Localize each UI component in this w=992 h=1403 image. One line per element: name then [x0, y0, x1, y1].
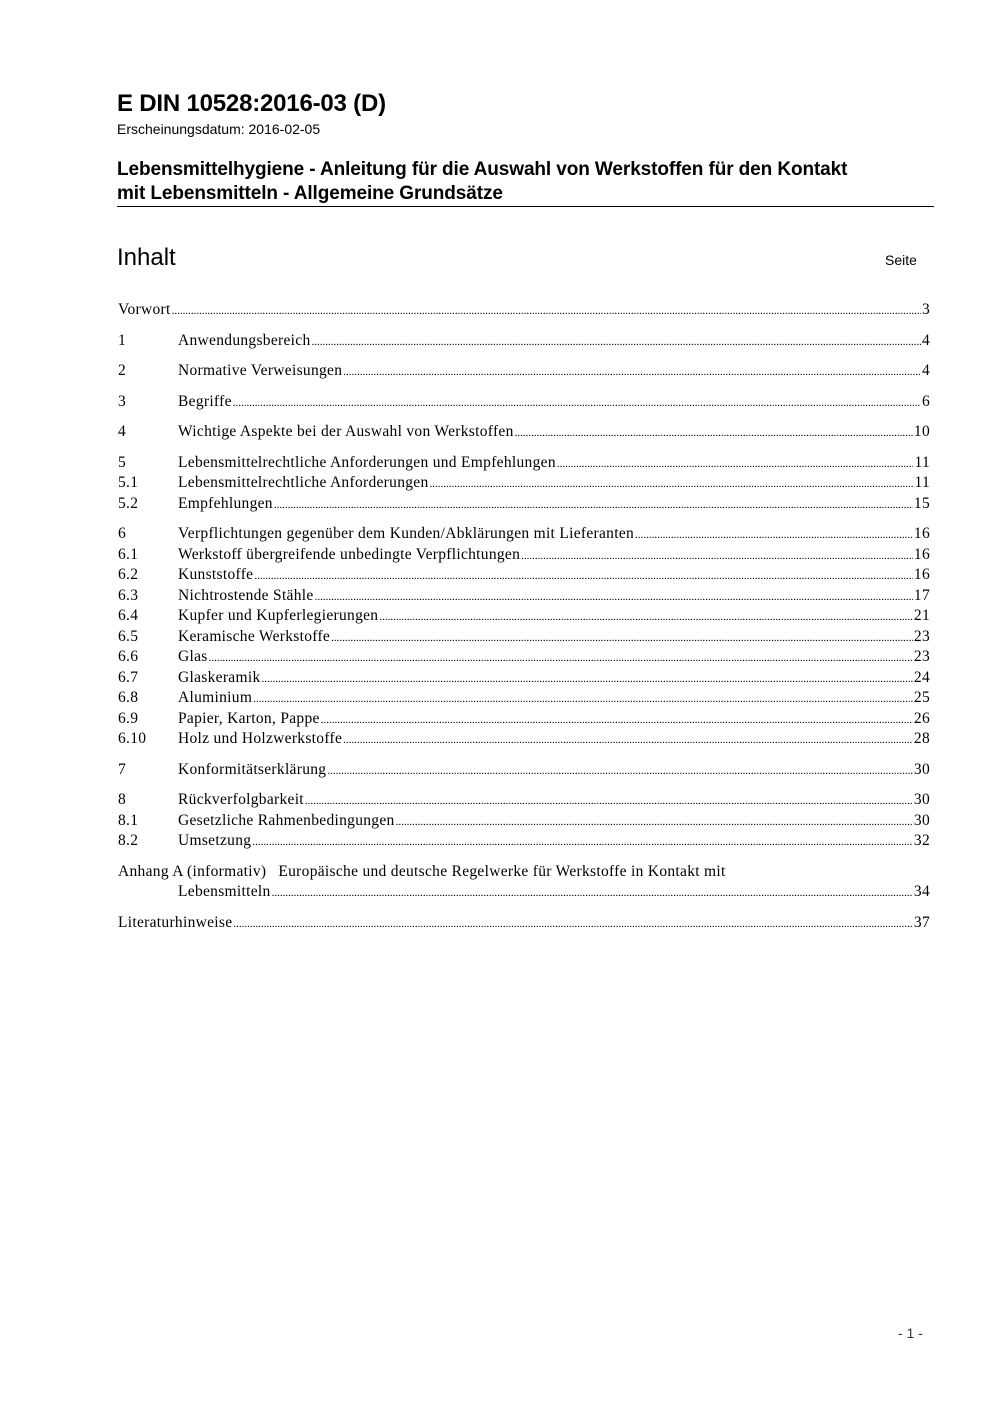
- toc-entry[interactable]: [118, 668, 930, 689]
- toc-entry-number: 2: [118, 362, 127, 379]
- toc-entry-label: Empfehlungen: [178, 494, 273, 512]
- toc-entry[interactable]: [118, 331, 930, 352]
- toc-entry-page: 4: [921, 331, 930, 349]
- toc-leader-dots: [254, 566, 913, 587]
- toc-leader-dots: [272, 883, 913, 904]
- toc-entry-number: 6.9: [118, 709, 139, 727]
- toc-leader-dots: [253, 689, 913, 710]
- toc-entry[interactable]: [118, 647, 930, 668]
- toc-entry-number: 6.4: [118, 607, 139, 624]
- toc-entry-label: Papier, Karton, Pappe: [178, 709, 320, 727]
- toc-entry-label: Lebensmittelrechtliche Anforderungen: [178, 474, 429, 491]
- toc-entry-label: Anwendungsbereich: [178, 331, 311, 349]
- toc-leader-dots: [321, 710, 913, 731]
- toc-leader-dots: [331, 628, 913, 649]
- toc-leader-dots: [521, 546, 913, 567]
- toc-entry-number: 5.1: [118, 474, 139, 491]
- toc-entry[interactable]: [118, 545, 930, 566]
- toc-entry[interactable]: [118, 565, 930, 586]
- toc-entry-label: Keramische Werkstoffe: [178, 627, 331, 645]
- toc-leader-dots: [233, 914, 912, 935]
- toc-leader-dots: [396, 812, 913, 833]
- toc-leader-dots: [635, 525, 913, 546]
- toc-entry-number: 8.1: [118, 811, 139, 829]
- toc-entry-number: 6.5: [118, 627, 139, 645]
- toc-page-column-label: Seite: [885, 252, 917, 268]
- toc-entry-page: 32: [913, 832, 930, 849]
- toc-entry-page: 6: [921, 392, 930, 410]
- toc-leader-dots: [209, 648, 913, 669]
- toc-entry-page: 25: [913, 689, 930, 706]
- toc-entry-vorwort[interactable]: [118, 300, 930, 321]
- toc-entry[interactable]: [118, 688, 930, 709]
- toc-leader-dots: [315, 587, 913, 608]
- toc-entry[interactable]: [118, 606, 930, 627]
- toc-entry[interactable]: [118, 811, 930, 832]
- toc-leader-dots: [312, 332, 921, 353]
- toc-entry[interactable]: [118, 422, 930, 443]
- toc-entry-label: Holz und Holzwerkstoffe: [178, 730, 343, 747]
- toc-leader-dots: [274, 495, 913, 516]
- toc-entry-label: Konformitätserklärung: [178, 760, 327, 778]
- toc-entry-page: 30: [913, 811, 930, 829]
- toc-entry-page: 16: [913, 545, 930, 563]
- toc-entry-label: Literaturhinweise: [118, 913, 233, 931]
- toc-entry-label: Lebensmittelrechtliche Anforderungen und Empfehlungen: [178, 453, 556, 471]
- toc-entry-bibliography[interactable]: [118, 913, 930, 934]
- toc-entry-page: 3: [921, 301, 930, 318]
- toc-entry-label: Umsetzung: [178, 832, 252, 849]
- toc-entry[interactable]: [118, 361, 930, 382]
- toc-entry-annex-a[interactable]: [118, 862, 930, 883]
- page-number: - 1 -: [898, 1325, 923, 1341]
- document-title-line-2: mit Lebensmitteln - Allgemeine Grundsätze: [117, 183, 503, 204]
- toc-entry-number: 5: [118, 453, 127, 471]
- publication-date: Erscheinungsdatum: 2016-02-05: [117, 121, 321, 137]
- toc-entry-page: 23: [913, 627, 930, 645]
- toc-entry[interactable]: [118, 760, 930, 781]
- table-of-contents: [118, 300, 930, 933]
- toc-entry-label: Vorwort: [118, 301, 171, 318]
- toc-entry[interactable]: [118, 453, 930, 474]
- toc-entry-number: 6.7: [118, 668, 139, 686]
- toc-entry-annex-a-continuation[interactable]: [118, 882, 930, 903]
- toc-entry[interactable]: [118, 494, 930, 515]
- toc-entry[interactable]: [118, 627, 930, 648]
- toc-entry-page: 10: [913, 423, 930, 440]
- toc-entry-number: 6.6: [118, 648, 139, 665]
- toc-entry-page: 37: [913, 913, 930, 931]
- toc-annex-label-line-1: Europäische und deutsche Regelwerke für Werkstoffe in Kontakt mit: [278, 862, 726, 880]
- toc-entry[interactable]: [118, 709, 930, 730]
- toc-entry-number: 6.1: [118, 545, 139, 563]
- toc-entry[interactable]: [118, 790, 930, 811]
- toc-entry-page: 16: [913, 525, 930, 542]
- toc-entry-label: Glas: [178, 648, 208, 665]
- toc-entry[interactable]: [118, 392, 930, 413]
- toc-entry-label: Kunststoffe: [178, 566, 254, 583]
- toc-entry-page: 24: [913, 668, 930, 686]
- toc-entry-number: 1: [118, 331, 127, 349]
- toc-entry-number: 4: [118, 423, 127, 440]
- toc-entry[interactable]: [118, 524, 930, 545]
- toc-entry-label: Nichtrostende Stähle: [178, 586, 314, 604]
- toc-entry[interactable]: [118, 473, 930, 494]
- toc-heading: Inhalt: [117, 244, 176, 271]
- toc-entry-page: 11: [914, 453, 930, 471]
- toc-leader-dots: [305, 791, 913, 812]
- document-title-line-1: Lebensmittelhygiene - Anleitung für die Auswahl von Werkstoffen für den Kontakt: [117, 159, 848, 180]
- toc-entry-page: 21: [913, 607, 930, 624]
- toc-entry-page: 17: [913, 586, 930, 604]
- toc-entry-number: 6.8: [118, 689, 139, 706]
- toc-entry-label: Werkstoff übergreifende unbedingte Verpflichtungen: [178, 545, 521, 563]
- toc-entry-label: Gesetzliche Rahmenbedingungen: [178, 811, 395, 829]
- toc-entry-label: Begriffe: [178, 392, 232, 410]
- toc-entry-number: 6.2: [118, 566, 139, 583]
- toc-entry[interactable]: [118, 831, 930, 852]
- toc-leader-dots: [515, 423, 913, 444]
- toc-entry-page: 11: [914, 474, 930, 491]
- toc-entry-label: Glaskeramik: [178, 668, 261, 686]
- toc-entry-page: 16: [913, 566, 930, 583]
- toc-entry-number: 6: [118, 525, 127, 542]
- toc-leader-dots: [327, 761, 913, 782]
- toc-entry-page: 30: [913, 760, 930, 778]
- title-divider: [117, 206, 934, 207]
- toc-entry-number: 8.2: [118, 832, 139, 849]
- toc-leader-dots: [379, 607, 913, 628]
- toc-entry-label: Aluminium: [178, 689, 253, 706]
- toc-entry-label: Kupfer und Kupferlegierungen: [178, 607, 379, 624]
- toc-entry-label: Normative Verweisungen: [178, 362, 343, 379]
- toc-leader-dots: [343, 730, 913, 751]
- toc-leader-dots: [252, 832, 913, 853]
- toc-entry-label: Wichtige Aspekte bei der Auswahl von Werkstoffen: [178, 423, 514, 440]
- toc-entry-number: 3: [118, 392, 127, 410]
- toc-entry[interactable]: [118, 729, 930, 750]
- toc-entry-number: 8: [118, 791, 127, 808]
- toc-entry[interactable]: [118, 586, 930, 607]
- toc-annex-label-line-2: Lebensmitteln: [178, 883, 271, 900]
- toc-entry-label: Verpflichtungen gegenüber dem Kunden/Abklärungen mit Lieferanten: [178, 525, 635, 542]
- toc-entry-number: 7: [118, 760, 127, 778]
- toc-leader-dots: [172, 301, 921, 322]
- toc-entry-number: 6.10: [118, 730, 147, 747]
- toc-leader-dots: [262, 669, 913, 690]
- toc-leader-dots: [430, 474, 914, 495]
- toc-entry-page: 34: [913, 883, 930, 900]
- document-id: E DIN 10528:2016-03 (D): [117, 90, 386, 117]
- toc-entry-page: 4: [921, 362, 930, 379]
- toc-entry-page: 15: [913, 494, 930, 512]
- toc-leader-dots: [233, 393, 921, 414]
- toc-entry-page: 30: [913, 791, 930, 808]
- document-title: [117, 158, 927, 206]
- toc-entry-page: 28: [913, 730, 930, 747]
- toc-entry-number: 6.3: [118, 586, 139, 604]
- toc-annex-tag: Anhang A (informativ): [118, 862, 267, 880]
- toc-leader-dots: [557, 454, 914, 475]
- toc-entry-number: 5.2: [118, 494, 139, 512]
- toc-entry-label: Rückverfolgbarkeit: [178, 791, 304, 808]
- toc-entry-page: 26: [913, 709, 930, 727]
- toc-entry-page: 23: [913, 648, 930, 665]
- toc-leader-dots: [343, 362, 921, 383]
